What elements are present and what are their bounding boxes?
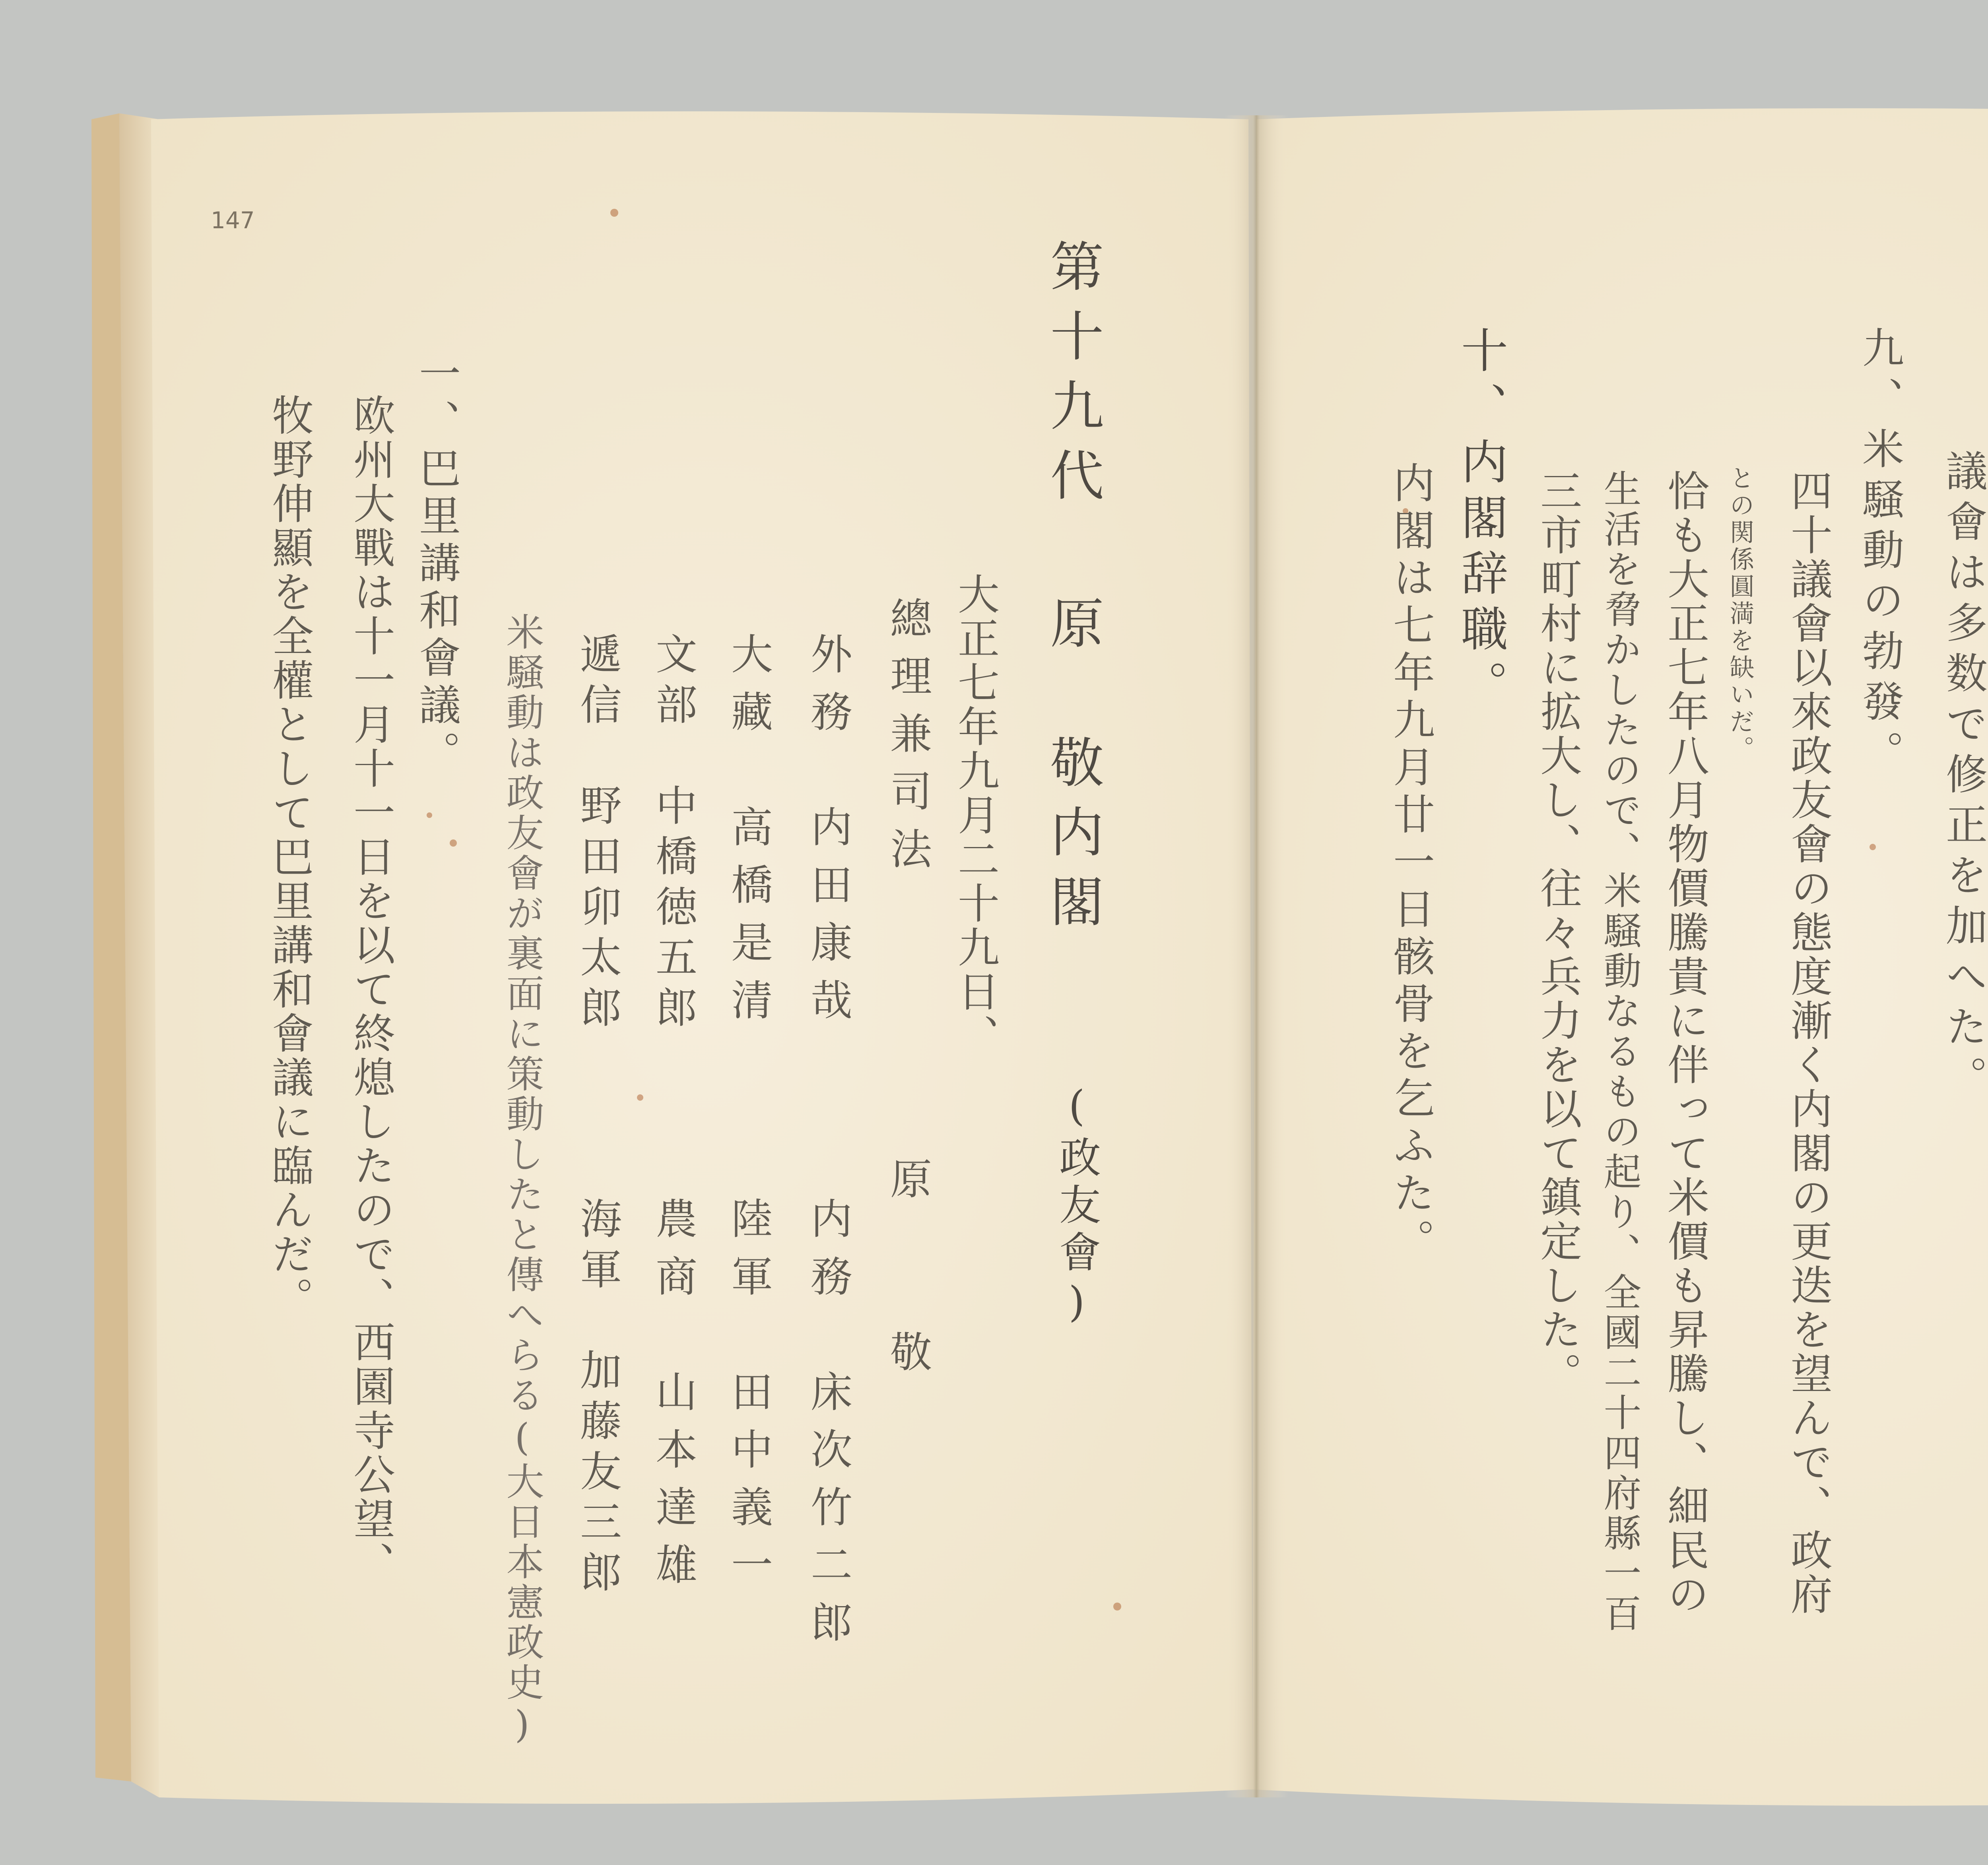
right-page bbox=[1258, 115, 1988, 1801]
cabinet-member-left: 文部 中橋徳五郎 bbox=[649, 632, 697, 1036]
text-line: 内閣は七年九月廿一日骸骨を乞ふた。 bbox=[1386, 461, 1435, 1266]
text-line: 生活を脅かしたので、米騒動なるもの起り、全國二十四府縣一百 bbox=[1598, 469, 1641, 1634]
cabinet-date: 大正七年九月二十九日、 bbox=[951, 573, 1000, 1058]
chapter-title: 第十九代 原 敬内閣 bbox=[1041, 239, 1104, 943]
section-heading: 一、巴里講和會議。 bbox=[412, 352, 461, 778]
cabinet-member-right: 農商 山本達雄 bbox=[649, 1197, 697, 1601]
cabinet-member-right: 海軍 加藤友三郎 bbox=[573, 1197, 622, 1601]
rice-riot-note: 米騒動は政友會が裏面に策動したと傳へらる(大日本憲政史) bbox=[500, 612, 544, 1749]
paragraph-line: 牧野伸顯を全權として巴里講和會議に臨んだ。 bbox=[265, 394, 314, 1321]
cabinet-member-left: 遞信 野田卯太郎 bbox=[573, 632, 622, 1036]
section-heading: 九、米騒動の勃發。 bbox=[1856, 326, 1904, 781]
page-number: 147 bbox=[211, 207, 255, 234]
text-line: 恰も大正七年八月物價騰貴に伴って米價も昇騰し、細民の bbox=[1661, 469, 1709, 1617]
cabinet-member-left: 外務 内田康哉 bbox=[804, 632, 852, 1036]
cabinet-member-left: 總理兼司法 bbox=[883, 596, 932, 885]
left-page bbox=[155, 115, 1252, 1801]
section-heading: 十、内閣辞職。 bbox=[1453, 326, 1508, 716]
paragraph-line: 欧州大戰は十一月十一日を以て終熄したので、西園寺公望、 bbox=[347, 394, 395, 1585]
text-line: 四十議會以來政友會の態度漸く内閣の更迭を望んで、政府 bbox=[1784, 469, 1833, 1617]
cabinet-member-right: 内務 床次竹二郎 bbox=[804, 1197, 852, 1658]
cabinet-member-left: 大藏 高橋是清 bbox=[724, 632, 773, 1036]
text-line: 三市町村に拡大し、往々兵力を以て鎮定した。 bbox=[1534, 469, 1582, 1396]
text-line: との関係圓満を缺いだ。 bbox=[1726, 465, 1755, 763]
cabinet-member-right: 原 敬 bbox=[883, 1157, 932, 1388]
cabinet-member-right: 陸軍 田中義一 bbox=[724, 1197, 773, 1601]
party-note: (政友會) bbox=[1052, 1082, 1101, 1332]
text-line: 議會は多数で修正を加へた。 bbox=[1939, 449, 1988, 1106]
